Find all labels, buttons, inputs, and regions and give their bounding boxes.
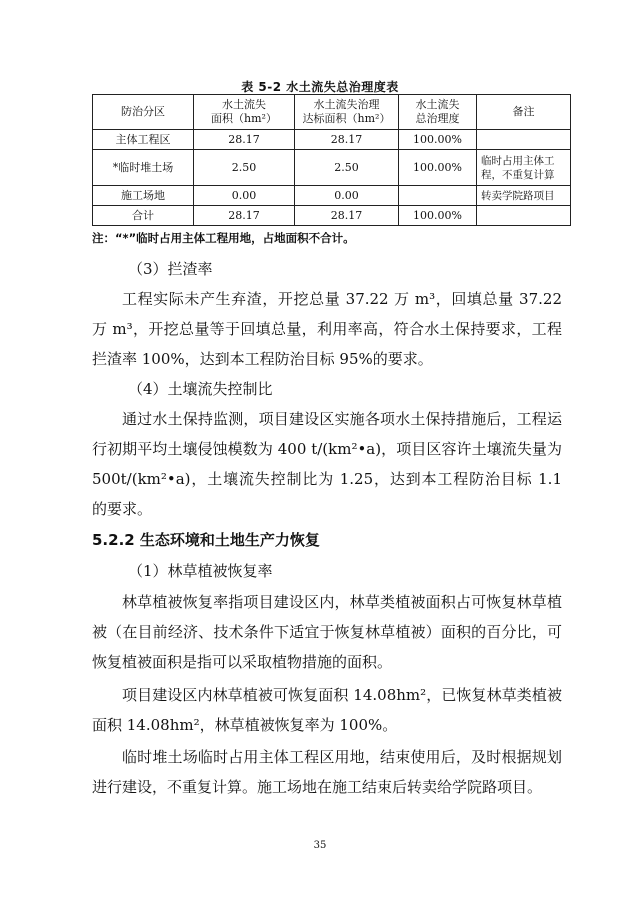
cell-area: 28.17	[194, 206, 295, 226]
cell-degree: 100.00%	[399, 150, 477, 186]
cell-zone: 施工场地	[93, 186, 194, 206]
table-note: 注：“*”临时占用主体工程用地，占地面积不合计。	[92, 231, 355, 245]
heading-soil-loss-control: （4）土壤流失控制比	[128, 380, 273, 398]
paragraph-soil-loss-control: 通过水土保持监测，项目建设区实施各项水土保持措施后，工程运行初期平均土壤侵蚀模数为 400 t/(km²•a)，项目区容许土壤流失量为 500t/(km²•a)，土壤流失控制比为 1.25，达到本工程防治目标 1.1 的要求。	[92, 410, 562, 518]
header-remark: 备注	[477, 95, 571, 130]
paragraph-vegetation-area: 项目建设区内林草植被可恢复面积 14.08hm²，已恢复林草类植被面积 14.08hm²，林草植被恢复率为 100%。	[92, 686, 562, 734]
cell-remark	[477, 130, 571, 150]
cell-treated: 28.17	[295, 206, 399, 226]
cell-treated: 0.00	[295, 186, 399, 206]
header-zone: 防治分区	[93, 95, 194, 130]
header-area: 水土流失 面积（hm²）	[194, 95, 295, 130]
table-caption: 表 5-2 水土流失总治理度表	[241, 80, 399, 94]
paragraph-slag-retention: 工程实际未产生弃渣，开挖总量 37.22 万 m³，回填总量 37.22 万 m³，开挖总量等于回填总量，利用率高，符合水土保持要求，工程拦渣率 100%，达到本工程防治目标 95%的要求。	[92, 290, 562, 368]
page-number: 35	[313, 840, 327, 851]
cell-degree: 100.00%	[399, 130, 477, 150]
cell-remark: 临时占用主体工程，不重复计算	[477, 150, 571, 186]
header-treated-area: 水土流失治理 达标面积（hm²）	[295, 95, 399, 130]
cell-zone: *临时堆土场	[93, 150, 194, 186]
table-header-row	[93, 95, 571, 130]
paragraph-temporary-soil-site: 临时堆土场临时占用主体工程区用地，结束使用后，及时根据规划进行建设，不重复计算。施工场地在施工结束后转卖给学院路项目。	[92, 748, 562, 796]
table-row	[93, 186, 571, 206]
cell-degree	[399, 186, 477, 206]
heading-slag-retention: （3）拦渣率	[128, 260, 213, 278]
cell-zone: 主体工程区	[93, 130, 194, 150]
cell-remark: 转卖学院路项目	[477, 186, 571, 206]
cell-zone: 合计	[93, 206, 194, 226]
cell-area: 0.00	[194, 186, 295, 206]
treatment-degree-table	[92, 94, 571, 226]
paragraph-vegetation-definition: 林草植被恢复率指项目建设区内，林草类植被面积占可恢复林草植被（在目前经济、技术条件下适宜于恢复林草植被）面积的百分比，可恢复植被面积是指可以采取植物措施的面积。	[92, 593, 562, 671]
cell-remark	[477, 206, 571, 226]
cell-degree: 100.00%	[399, 206, 477, 226]
table-row	[93, 206, 571, 226]
header-degree: 水土流失 总治理度	[399, 95, 477, 130]
cell-treated: 2.50	[295, 150, 399, 186]
cell-area: 2.50	[194, 150, 295, 186]
section-title-5-2-2: 5.2.2 生态环境和土地生产力恢复	[92, 531, 320, 549]
table-row	[93, 130, 571, 150]
table-row	[93, 150, 571, 186]
cell-area: 28.17	[194, 130, 295, 150]
cell-treated: 28.17	[295, 130, 399, 150]
heading-vegetation-recovery: （1）林草植被恢复率	[128, 562, 273, 580]
